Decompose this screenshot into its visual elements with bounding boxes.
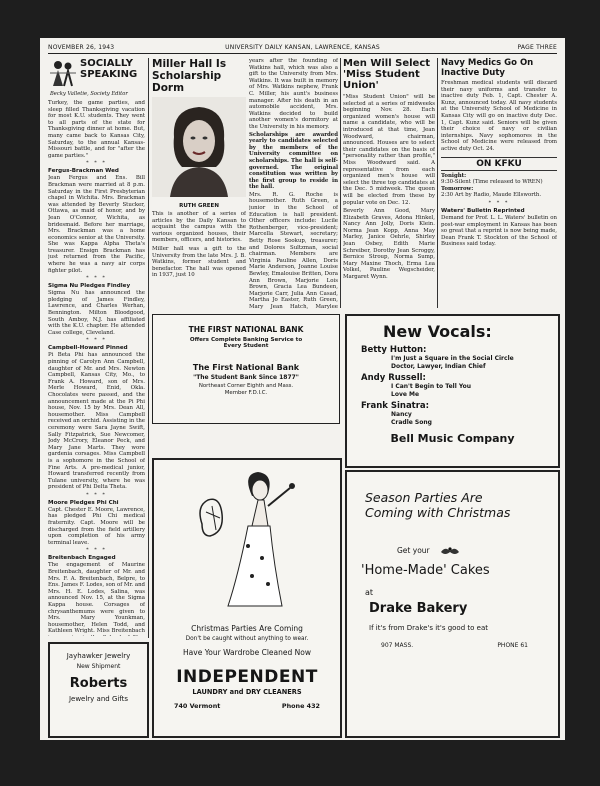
paper-name: UNIVERSITY DAILY KANSAN, LAWRENCE, KANSAS — [225, 44, 380, 51]
society-item-head: Fergus-Brackman Wed — [48, 168, 119, 175]
union-body: "Miss Student Union" will be selected at a series of midweeks beginning Nov. 28. Each organized women's house will name a candidate, who will be introduced at that time, Jean Woodward, chairman, announced. Houses are to select their candidates on the basis of "personality rather than profile," Miss Woodward said. A representative from each organized men's house will select the three top candidates at the Dec. 5 midweek. The queen will be elected from these by popular vote on Dec. 12. — [343, 94, 435, 206]
column-rule — [340, 58, 341, 308]
cleaners-contact — [174, 702, 320, 710]
jewelry-line3: Jewelry and Gifts — [68, 695, 129, 703]
column-rule — [437, 58, 438, 308]
drake-tag: If it's from Drake's it's good to eat — [369, 624, 488, 632]
dancing-couple-icon — [48, 58, 78, 88]
society-item-head: Campbell-Howard Pinned — [48, 345, 128, 352]
kfku-line: 2:30 Art by Radio, Maude Ellsworth. — [441, 192, 542, 199]
drake-cakes: 'Home-Made' Cakes — [361, 563, 490, 578]
page-header — [48, 43, 557, 54]
page-number: PAGE THREE — [517, 44, 557, 51]
bank-slogan: "The Student Bank Since 1877" — [193, 374, 299, 381]
bank-ad — [152, 314, 340, 424]
cleaners-address: 740 Vermont — [174, 702, 221, 710]
union-article — [343, 58, 435, 310]
bank-address: Northeast Corner Eighth and Mass. — [198, 383, 294, 389]
jewelry-line1: Jayhawker Jewelry — [66, 652, 131, 660]
song-title: Doctor, Lawyer, Indian Chief — [391, 363, 486, 370]
drake-ad — [345, 470, 560, 738]
hall-body-3: Mrs. R. G. Roche is housemother. Ruth Green, a junior in the School of Education is hall president. Other officers include: Lucile Rothenberger, vice-president; Marcella Stewart, secretary; Betty Rose Sookup, treasurer; and Dolores Sultzman, social chairman. Members are Virginia Pauline Allen, Doris Marie Anderson, Joanne Louise Bewley, Emalouise Britten, Dora Ann Brown, Marjorie Lois Brown, Gracia Lea Bundeen, Marjorie Carr, Julia Ann Casad, Martha Jo Easter, Ruth Green, Mary Jean Hatch, Marylee — [249, 191, 338, 310]
bank-name-2: The First National Bank — [192, 363, 300, 372]
society-title: SOCIALLY SPEAKING — [80, 58, 138, 80]
cleaners-line1: Christmas Parties Are Coming — [191, 624, 303, 633]
cleaners-name: INDEPENDENT — [176, 667, 318, 687]
hall-body-1: Miller hall was a gift to the University from the late Mrs. J. B. Watkins, former student and benefactor. The hall was opened in 1937, just 10 — [152, 245, 246, 279]
separator: * * * — [488, 199, 510, 206]
drake-at: at — [365, 588, 374, 597]
society-column — [48, 56, 145, 636]
caption-text: This is another of a series of articles by the Daily Kansan to acquaint the campus with the various organized houses, their members, officers, and histories. — [152, 211, 246, 244]
drake-address: 907 MASS. — [381, 642, 414, 649]
pinup-illustration — [182, 466, 312, 614]
bank-member: Member F.D.I.C. — [224, 390, 268, 396]
holly-icon — [439, 544, 461, 558]
society-item-head: Sigma Nu Pledges Findley — [48, 283, 131, 290]
hall-article-right — [249, 58, 338, 310]
society-byline: Becky Valletie, Society Editor — [50, 91, 128, 97]
column-rule — [148, 58, 149, 638]
society-item-body: Pi Beta Phi has announced the pinning of Carolyn Ann Campbell, daughter of Mr. and Mrs. Newton Campbell, Kansas City, Mo., to Frank A. Howard, son of Mrs. Merle Howard, Enid, Okla. Chocolates were passed, and the announcement made at the Pi Phi house, Nov. 15 by Mrs. Dean All, housemother. Miss Campbell received an orchid. Assisting in the ceremony were Sara Jayne Swift, Sally Fitzpatrick, Sue Newcomer, Jody McCrory, Eleanor Peck, and Mary Jane Marts. They wore gardenia corsages. Miss Campbell is a sophomore in the School of Fine Arts. A pre-medical junior, Howard transferred recently from Tulane university, where he was president of Phi Delta Theta. — [48, 352, 145, 491]
vocals-list — [361, 345, 558, 427]
drake-name: Drake Bakery — [369, 601, 468, 616]
society-item-head: Moore Pledges Phi Chi — [48, 499, 119, 506]
song-title: I'm Just a Square in the Social Circle — [391, 355, 514, 362]
newspaper-page — [40, 38, 565, 740]
navy-headline: Navy Medics Go On Inactive Duty — [441, 58, 534, 78]
hall-body-2b: Scholarships are awarded yearly to candidates selected by the members of the University committee on scholarships. The hall is self-governed. The original constitution was written by the first group to reside in the hall. — [249, 131, 338, 191]
society-item-body: Capt. Chester E. Moore, Lawrence, has pledged Phi Chi medical fraternity. Capt. Moore will be discharged from the field artillery upon completion of his army terminal leave. — [48, 506, 145, 546]
song-title: Love Me — [391, 391, 420, 398]
song-title: Cradle Song — [391, 419, 432, 426]
song-title: I Can't Begin to Tell You — [391, 383, 472, 390]
cleaners-ad — [152, 458, 342, 738]
vocals-store: Bell Music Company — [390, 432, 515, 445]
jewelry-line2: New Shipment — [76, 663, 121, 670]
society-item-body: Jean Fergus and Ens. Bill Brackman were married at 8 p.m. Saturday in the First Presbyterian chapel in Wichita. Mrs. Brackman was attended by Beverly Stucker, Ottawa, as maid of honor, and by Jean O'Connor, Wichita, as bridesmaid. Before her marriage, Mrs. Brackman was a home economics senior at the University. She was Kappa Alpha Theta's treasurer. Ensign Brackman has just returned from the Pacific, where he was a navy air corps fighter pilot. — [48, 175, 145, 274]
separator: * * * — [86, 491, 107, 498]
drake-head-2: Coming with Christmas — [365, 505, 511, 520]
artist-name: Betty Hutton: — [361, 345, 427, 355]
hall-headline: Miller Hall Is Scholarship Dorm — [152, 58, 227, 94]
vocals-title: New Vocals: — [383, 322, 492, 341]
cleaners-phone: Phone 432 — [281, 702, 320, 710]
drake-head-1: Season Parties Are — [365, 490, 483, 505]
vocals-ad — [345, 314, 560, 468]
separator: * * * — [86, 275, 107, 282]
navy-body: Freshman medical students will discard their navy uniforms and transfer to inactive duty Feb. 1, Capt. Chester A. Kunz, announced today. All navy students at the University School of Medicine in Kansas City will go on inactive duty Dec. 1, Capt. Kunz said. Seniors will be given their choice of navy or civilian internships. Navy sophomores in the School of Medicine were released from active duty Oct. 24. — [441, 80, 557, 152]
cleaners-line3: Have Your Wardrobe Cleaned Now — [183, 648, 311, 657]
portrait-photo — [152, 97, 246, 197]
bank-tagline: Offers Complete Banking Service to Every Student — [189, 337, 303, 349]
society-item-body: The engagement of Maurine Breitenbach, daughter of Mr. and Mrs. F. A. Breitenbach, Belpre, to Ens. James F. Lodes, son of Mr. and Mrs. H. E. Lodes, Salina, was announced Nov. 15, at the Sigma Kappa house. Corsages of chrysanthemums were given to Mrs. Mary Younkman, housemother, Helen Todd, and Kathleen Wright. Miss Breitenbach — [48, 562, 145, 635]
kfku-title: ON KFKU — [441, 157, 557, 171]
jewelry-ad — [48, 642, 149, 738]
drake-get: Get your — [397, 546, 430, 555]
waters-body: Demand for Prof. L. L. Waters' bulletin on post-war employment in Kansas has been so great that a reprint is now being made, Dean Frank T. Stockton of the School of Business said today. — [441, 214, 557, 248]
union-headline: Men Will Select 'Miss Student Union' — [343, 58, 431, 91]
drake-contact — [381, 642, 528, 649]
society-intro: Turkey, the game parties, and sleep filled Thanksgiving vacation for most K.U. students. They went to all parts of the state for Thanksgiving dinner at home. But, many came back to Kansas City, Saturday, to the annual Kansas-Missouri battle, and for "after the game parties." — [48, 100, 145, 159]
union-body-2: Beverly Ann Good, Mary Elizabeth Graves, Adona Hinkel, Nancy Ann Jolly, Doris Klein. Norma Jean Kopp, Anna May Marley, Janice Oehrle, Shirley Jean Osbey, Edith Marie Schreiber, Dorothy Jean Scroggy, Bernice Stroup, Norma Sump, Mary Maxine Thoch, Erma Lea Volkel, Pauline Wegscheider, Margaret Wynn. — [343, 208, 435, 281]
bank-name: THE FIRST NATIONAL BANK — [188, 325, 304, 334]
song-title: Nancy — [391, 411, 412, 418]
photo-caption: RUTH GREEN — [179, 203, 219, 209]
kfku-line: 9:30-Silent (Time released to WREN) — [441, 179, 543, 186]
kfku-line: Tomorrow: — [441, 185, 474, 192]
cleaners-sub: LAUNDRY and DRY CLEANERS — [192, 688, 302, 696]
separator: * * * — [86, 160, 107, 167]
separator: * * * — [86, 547, 107, 554]
hall-body-2: years after the founding of Watkins hall, which was also a gift to the University from Mrs. Watkins. It was built in memory of Mrs. Watkins nephew, Frank C. Miller, his aunt's business manager. After his death in an automobile accident, Mrs. Watkins decided to build another women's dormitory at the University in his memory. — [249, 58, 338, 130]
jewelry-name: Roberts — [69, 676, 128, 691]
society-item-body: Sigma Nu has announced the pledging of James Findley, Lawrence, and Charles Werhan, Bennington. Milton Bloodgood, South Amboy, N.J. has affiliated with the K.U. chapter. He attended Case college, Cleveland. — [48, 290, 145, 336]
society-masthead — [48, 56, 145, 100]
society-item-head: Breitenbach Engaged — [48, 555, 116, 562]
drake-phone: PHONE 61 — [497, 642, 528, 649]
cleaners-line2: Don't be caught without anything to wear. — [185, 636, 309, 642]
kfku-line: Tonight: — [441, 172, 467, 179]
hall-article-left — [152, 58, 246, 310]
artist-name: Andy Russell: — [361, 373, 426, 383]
waters-head: Waters' Bulletin Reprinted — [441, 207, 525, 214]
navy-column — [441, 58, 557, 310]
artist-name: Frank Sinatra: — [361, 401, 430, 411]
issue-date: NOVEMBER 26, 1943 — [48, 44, 115, 51]
drake-head — [365, 490, 558, 520]
separator: * * * — [86, 337, 107, 344]
